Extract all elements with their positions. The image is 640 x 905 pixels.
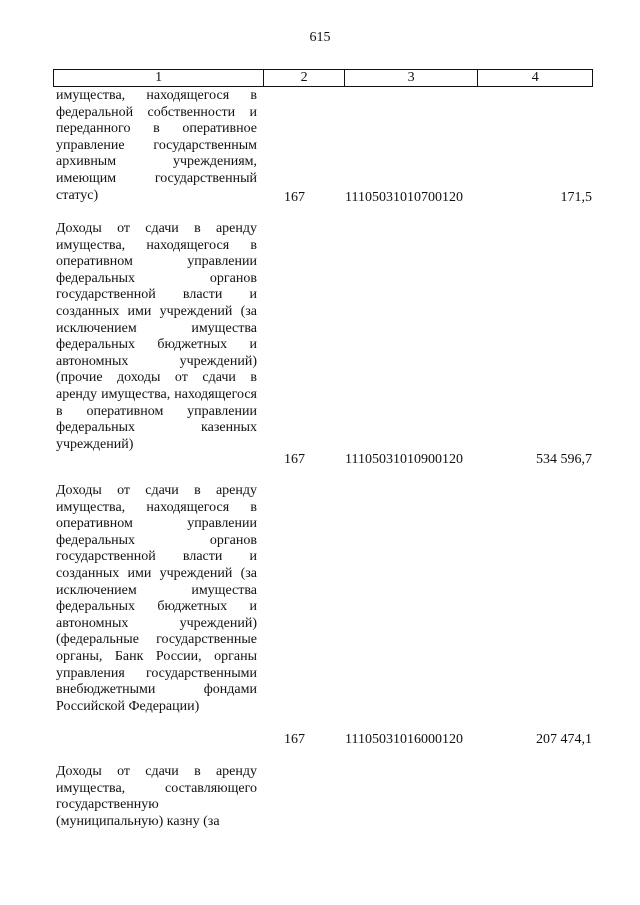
row-amount: 171,5 (560, 190, 592, 206)
header-cell-1: 1 (54, 70, 264, 86)
table-header-row (53, 69, 593, 87)
table-row (0, 88, 640, 207)
row-description: имущества, находящегося в федеральной собственности и переданного в оперативное управление государственным архивным учреждениям, имеющим государственный статус) (56, 88, 257, 203)
row-amount: 534 596,7 (536, 452, 592, 468)
row-amount: 207 474,1 (536, 732, 592, 748)
header-cell-2: 2 (264, 70, 345, 86)
header-cell-4: 4 (531, 70, 539, 85)
row-code: 167 (284, 190, 305, 206)
row-kbk: 11105031010700120 (345, 190, 463, 206)
row-description: Доходы от сдачи в аренду имущества, находящегося в оперативном управлении федеральных органов государственной власти и созданных ими учреждений (за исключением имущества федеральных бюджетных и автономных учреждений) (прочие доходы от сдачи в аренду имущества, находящегося в оперативном управлении федеральных казенных учреждений) (56, 221, 257, 452)
page-number: 615 (309, 30, 331, 45)
row-code: 167 (284, 732, 305, 748)
row-code: 167 (284, 452, 305, 468)
row-kbk: 11105031010900120 (345, 452, 463, 468)
row-description: Доходы от сдачи в аренду имущества, составляющего государственную (муниципальную) казну (за (56, 764, 257, 829)
table-body (0, 88, 640, 830)
table-row (0, 764, 640, 830)
row-description: Доходы от сдачи в аренду имущества, находящегося в оперативном управлении федеральных органов государственной власти и созданных ими учреждений (за исключением имущества федеральных бюджетных и автономных учреждений) (федеральные государственные органы, Банк России, органы управления государственными внебюджетными фондами Российской Федерации) (56, 483, 257, 714)
row-kbk: 11105031016000120 (345, 732, 463, 748)
table-row (0, 483, 640, 749)
header-cell-3: 3 (345, 70, 479, 86)
table-row (0, 221, 640, 469)
